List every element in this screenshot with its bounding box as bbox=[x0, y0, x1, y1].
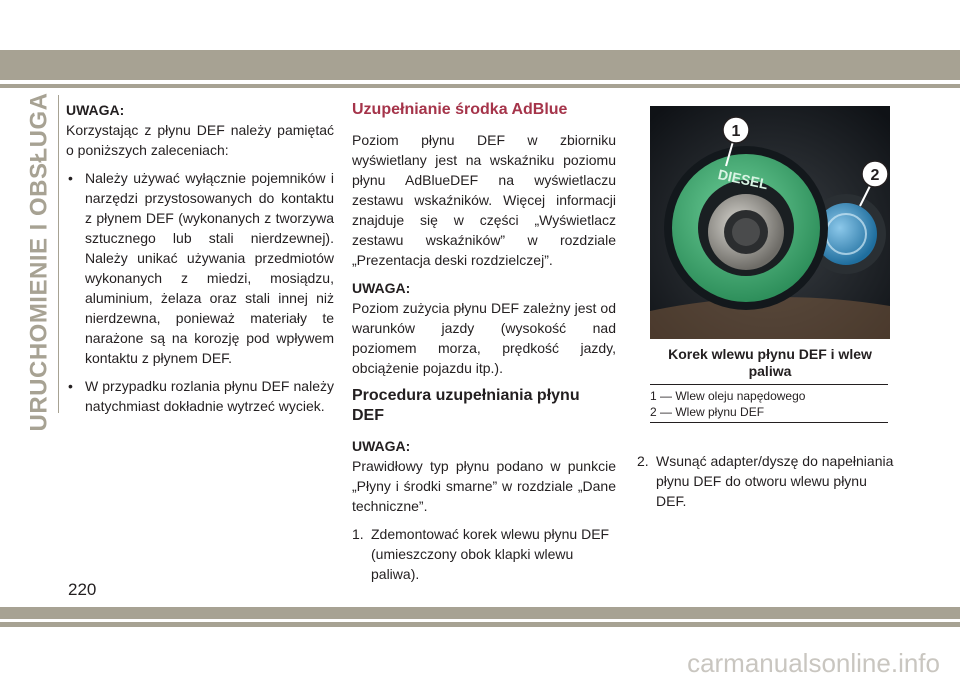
footer-band bbox=[0, 607, 960, 619]
legend-item: 1 — Wlew oleju napędowego bbox=[650, 389, 806, 403]
header-rule bbox=[0, 84, 960, 88]
callout-1: 1 bbox=[731, 123, 741, 140]
watermark-text: carmanualsonline.info bbox=[687, 648, 940, 678]
figure-legend bbox=[650, 388, 890, 420]
page-number: 220 bbox=[68, 580, 97, 599]
step-text: Wsunąć adapter/dyszę do napełniania płynu DEF do otworu wlewu płynu DEF. bbox=[656, 453, 894, 509]
step-number: 1. bbox=[352, 526, 364, 542]
chapter-tab-label: URUCHOMIENIE I OBSŁUGA bbox=[25, 92, 53, 432]
section-heading: Uzupełnianie środka AdBlue bbox=[352, 101, 568, 118]
note-heading: UWAGA: bbox=[352, 438, 411, 454]
procedure-heading: Procedura uzupełniania płynu DEF bbox=[352, 387, 580, 424]
step-item bbox=[352, 524, 616, 584]
step-item bbox=[637, 451, 901, 511]
note-heading: UWAGA: bbox=[66, 102, 125, 118]
footer-rule bbox=[0, 622, 960, 627]
callout-2: 2 bbox=[870, 167, 880, 184]
chapter-tab-rule bbox=[58, 95, 59, 413]
note-text: Korzystając z płynu DEF należy pamiętać o poniższych zaleceniach: bbox=[66, 122, 334, 158]
legend-item: 2 — Wlew płynu DEF bbox=[650, 405, 765, 419]
note-heading: UWAGA: bbox=[352, 280, 411, 296]
figure-caption: Korek wlewu płynu DEF i wlew paliwa bbox=[668, 346, 872, 379]
column-middle bbox=[352, 100, 616, 592]
step-list bbox=[352, 524, 616, 584]
caption-rule bbox=[650, 384, 888, 385]
bullet-item: • W przypadku rozlania płynu DEF należy natychmiast dokładnie wytrzeć wyciek. bbox=[66, 376, 334, 416]
column-left bbox=[66, 100, 334, 424]
header-band bbox=[0, 50, 960, 80]
intro-paragraph: Poziom płynu DEF w zbiorniku wyświetlany jest na wskaźniku poziomu płynu AdBlueDEF na wyświetlaczu zestawu wskaźników. Więcej informacji znajduje się w części „Wyświetlacz zestawu wskaźników” w rozdziale „Prezentacja deski rozdzielczej”. bbox=[352, 132, 616, 268]
bullet-item: • Należy używać wyłącznie pojemników i narzędzi przystosowanych do kontaktu z płynem DEF (wykonanych z tworzywa sztucznego lub stali nierdzewnej). Należy unikać używania przedmiotów wykonanych z miedzi, mosiądzu, aluminium, żelaza oraz stali innej niż nierdzewna, ponieważ materiały te narażone są na korozję pod wpływem kontaktu z płynem DEF. bbox=[66, 168, 334, 368]
fuel-filler-photo bbox=[650, 106, 890, 339]
chapter-tab bbox=[24, 92, 54, 432]
legend-rule bbox=[650, 422, 888, 423]
bullet-list bbox=[66, 168, 334, 416]
step-text: Zdemontować korek wlewu płynu DEF (umieszczony obok klapki wlewu paliwa). bbox=[371, 526, 610, 582]
note-text: Poziom zużycia płynu DEF zależny jest od warunków jazdy (wysokość nad poziomem morza, prędkość jazdy, obciążenie pojazdu itp.). bbox=[352, 300, 616, 376]
step-number: 2. bbox=[637, 453, 649, 469]
note-text: Prawidłowy typ płynu podano w punkcie „Płyny i środki smarne” w rozdziale „Dane techniczne”. bbox=[352, 458, 616, 514]
fuel-filler-illustration bbox=[650, 106, 890, 339]
diesel-label: DIESEL bbox=[716, 166, 770, 193]
